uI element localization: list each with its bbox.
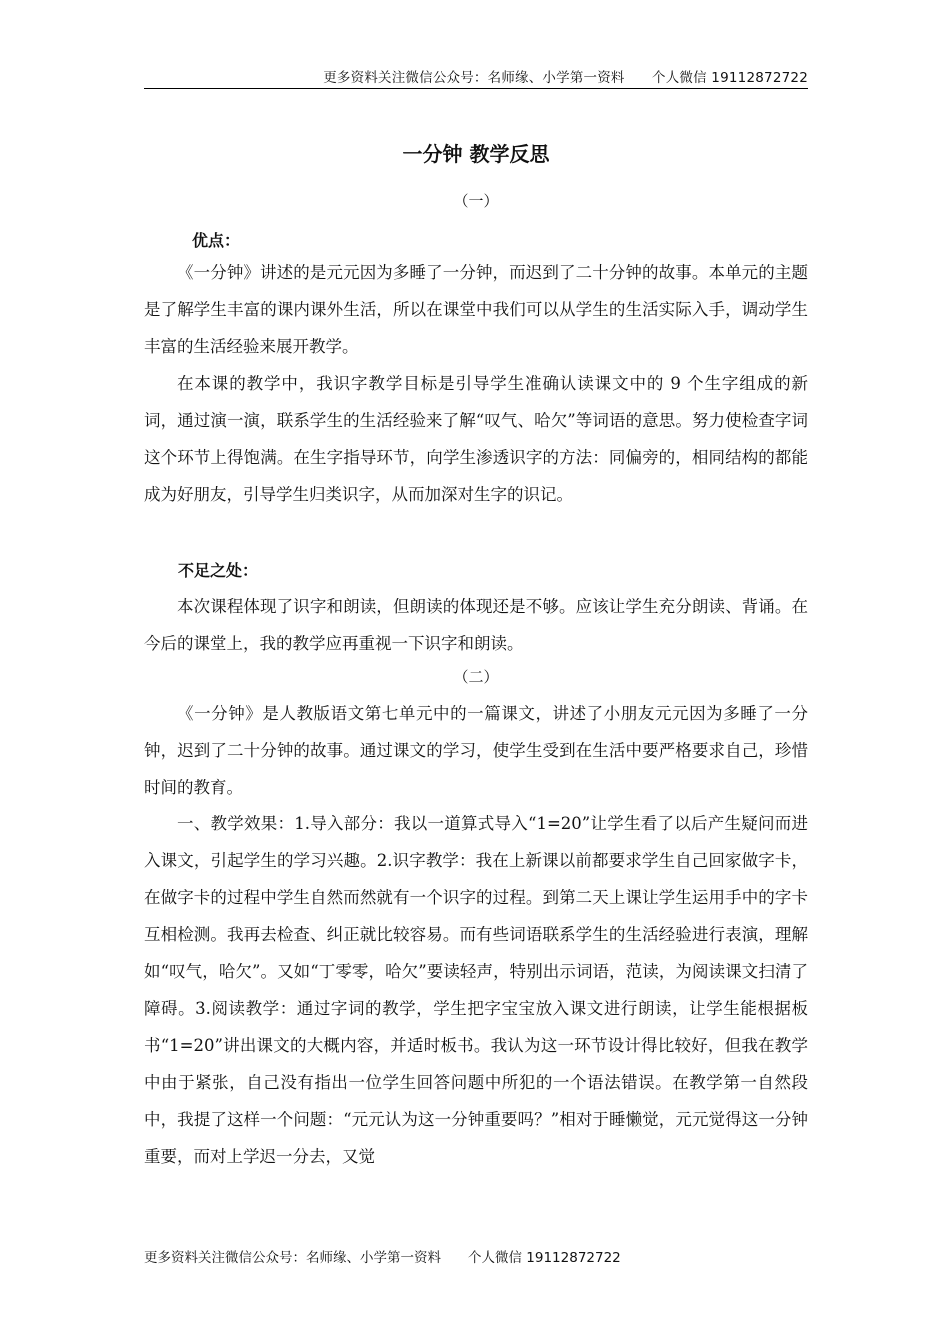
section-one-paragraph-1: 《一分钟》讲述的是元元因为多睡了一分钟，而迟到了二十分钟的故事。本单元的主题是了解学生丰富的课内课外生活，所以在课堂中我们可以从学生的生活实际入手，调动学生丰富的生活经验来展开教学。: [144, 263, 808, 356]
document-title: 一分钟 教学反思: [402, 142, 550, 166]
section-one-mark: （一）: [453, 192, 499, 210]
section-two-paragraph-2: 一、教学效果：1.导入部分：我以一道算式导入“1=20”让学生看了以后产生疑问而进入课文，引起学生的学习兴趣。2.识字教学：我在上新课以前都要求学生自己回家做字卡，在做字卡的过程中学生自然而然就有一个识字的过程。到第二天上课让学生运用手中的字卡互相检测。我再去检查、纠正就比较容易。而有些词语联系学生的生活经验进行表演，理解如“叹气，哈欠”。又如“丁零零，哈欠”要读轻声，特别出示词语，范读，为阅读课文扫清了障碍。3.阅读教学：通过字词的教学，学生把字宝宝放入课文进行朗读，让学生能根据板书“1=20”讲出课文的大概内容，并适时板书。我认为这一环节设计得比较好，但我在教学中由于紧张，自己没有指出一位学生回答问题中所犯的一个语法错误。在教学第一自然段中，我提了这样一个问题：“元元认为这一分钟重要吗？”相对于睡懒觉，元元觉得这一分钟重要，而对上学迟一分去，又觉: [144, 814, 808, 1166]
weaknesses-label: 不足之处：: [178, 561, 259, 580]
page-header: 更多资料关注微信公众号：名师缘、小学第一资料 个人微信 19112872722: [323, 70, 808, 86]
section-two-mark: （二）: [453, 668, 499, 686]
section-two-paragraph-1: 《一分钟》是人教版语文第七单元中的一篇课文，讲述了小朋友元元因为多睡了一分钟，迟到了二十分钟的故事。通过课文的学习，使学生受到在生活中要严格要求自己，珍惜时间的教育。: [144, 704, 808, 797]
strengths-label: 优点：: [192, 231, 241, 250]
section-one-paragraph-2: 在本课的教学中，我识字教学目标是引导学生准确认读课文中的 9 个生字组成的新词，通过演一演，联系学生的生活经验来了解“叹气、哈欠”等词语的意思。努力使检查字词这个环节上得饱满。在生字指导环节，向学生渗透识字的方法：同偏旁的，相同结构的都能成为好朋友，引导学生归类识字，从而加深对生字的识记。: [144, 374, 808, 504]
section-one-weakness-paragraph: 本次课程体现了识字和朗读，但朗读的体现还是不够。应该让学生充分朗读、背诵。在今后的课堂上，我的教学应再重视一下识字和朗读。: [144, 597, 808, 653]
header-divider: [144, 88, 808, 89]
page-footer: 更多资料关注微信公众号：名师缘、小学第一资料 个人微信 19112872722: [144, 1250, 621, 1266]
